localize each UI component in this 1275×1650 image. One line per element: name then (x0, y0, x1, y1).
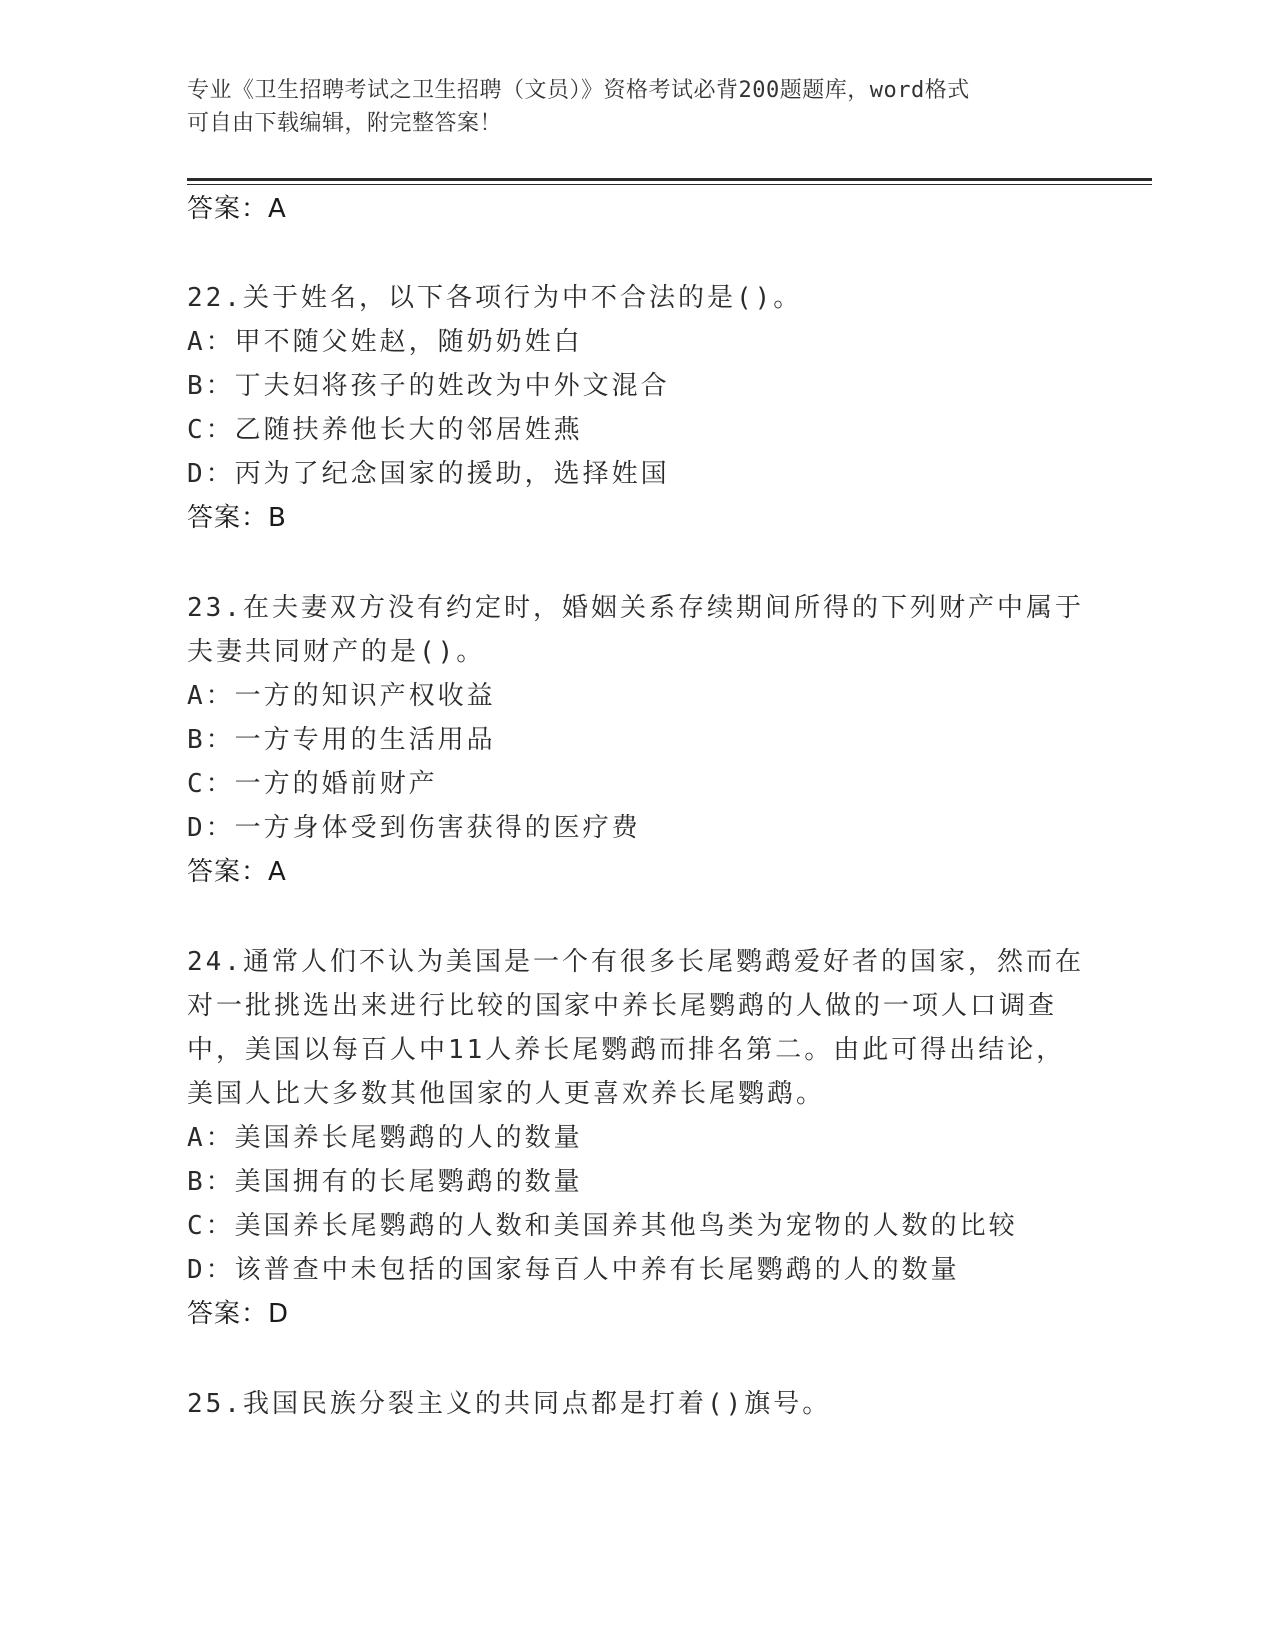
question-24-stem-line-3: 中，美国以每百人中11人养长尾鹦鹉而排名第二。由此可得出结论， (187, 1035, 1066, 1065)
question-22-option-c: C：乙随扶养他长大的邻居姓燕 (187, 415, 583, 445)
question-24-stem-line-1: 24.通常人们不认为美国是一个有很多长尾鹦鹉爱好者的国家，然而在 (187, 947, 1084, 977)
question-24-option-d: D：该普查中未包括的国家每百人中养有长尾鹦鹉的人的数量 (187, 1255, 960, 1285)
question-23-option-d: D：一方身体受到伤害获得的医疗费 (187, 813, 641, 843)
header-divider-thick (187, 178, 1152, 181)
question-22-answer: 答案：B (187, 503, 287, 533)
question-24-option-a: A：美国养长尾鹦鹉的人的数量 (187, 1123, 583, 1153)
previous-answer: 答案：A (187, 194, 287, 224)
question-22-option-d: D：丙为了纪念国家的援助，选择姓国 (187, 459, 670, 489)
question-23-answer: 答案：A (187, 857, 287, 887)
question-24-answer: 答案：D (187, 1299, 290, 1329)
document-header (187, 74, 1057, 140)
question-23-option-a: A：一方的知识产权收益 (187, 681, 496, 711)
question-24-stem-line-2: 对一批挑选出来进行比较的国家中养长尾鹦鹉的人做的一项人口调查 (187, 991, 1058, 1021)
question-22-option-b: B：丁夫妇将孩子的姓改为中外文混合 (187, 371, 670, 401)
header-divider-thin (187, 184, 1152, 185)
question-24-stem-line-4: 美国人比大多数其他国家的人更喜欢养长尾鹦鹉。 (187, 1079, 826, 1109)
question-23-option-b: B：一方专用的生活用品 (187, 725, 496, 755)
question-23-stem-line-1: 23.在夫妻双方没有约定时，婚姻关系存续期间所得的下列财产中属于 (187, 593, 1084, 623)
question-23-stem-line-2: 夫妻共同财产的是()。 (187, 637, 486, 667)
header-line-1: 专业《卫生招聘考试之卫生招聘（文员）》资格考试必背200题题库，word格式 (187, 78, 970, 103)
question-23-option-c: C：一方的婚前财产 (187, 769, 438, 799)
question-22-option-a: A：甲不随父姓赵，随奶奶姓白 (187, 327, 583, 357)
question-22-stem: 22.关于姓名，以下各项行为中不合法的是()。 (187, 283, 803, 313)
header-line-2: 可自由下载编辑，附完整答案！ (187, 111, 503, 136)
question-25-stem: 25.我国民族分裂主义的共同点都是打着()旗号。 (187, 1389, 832, 1419)
question-24-option-b: B：美国拥有的长尾鹦鹉的数量 (187, 1167, 583, 1197)
question-24-option-c: C：美国养长尾鹦鹉的人数和美国养其他鸟类为宠物的人数的比较 (187, 1211, 1018, 1241)
